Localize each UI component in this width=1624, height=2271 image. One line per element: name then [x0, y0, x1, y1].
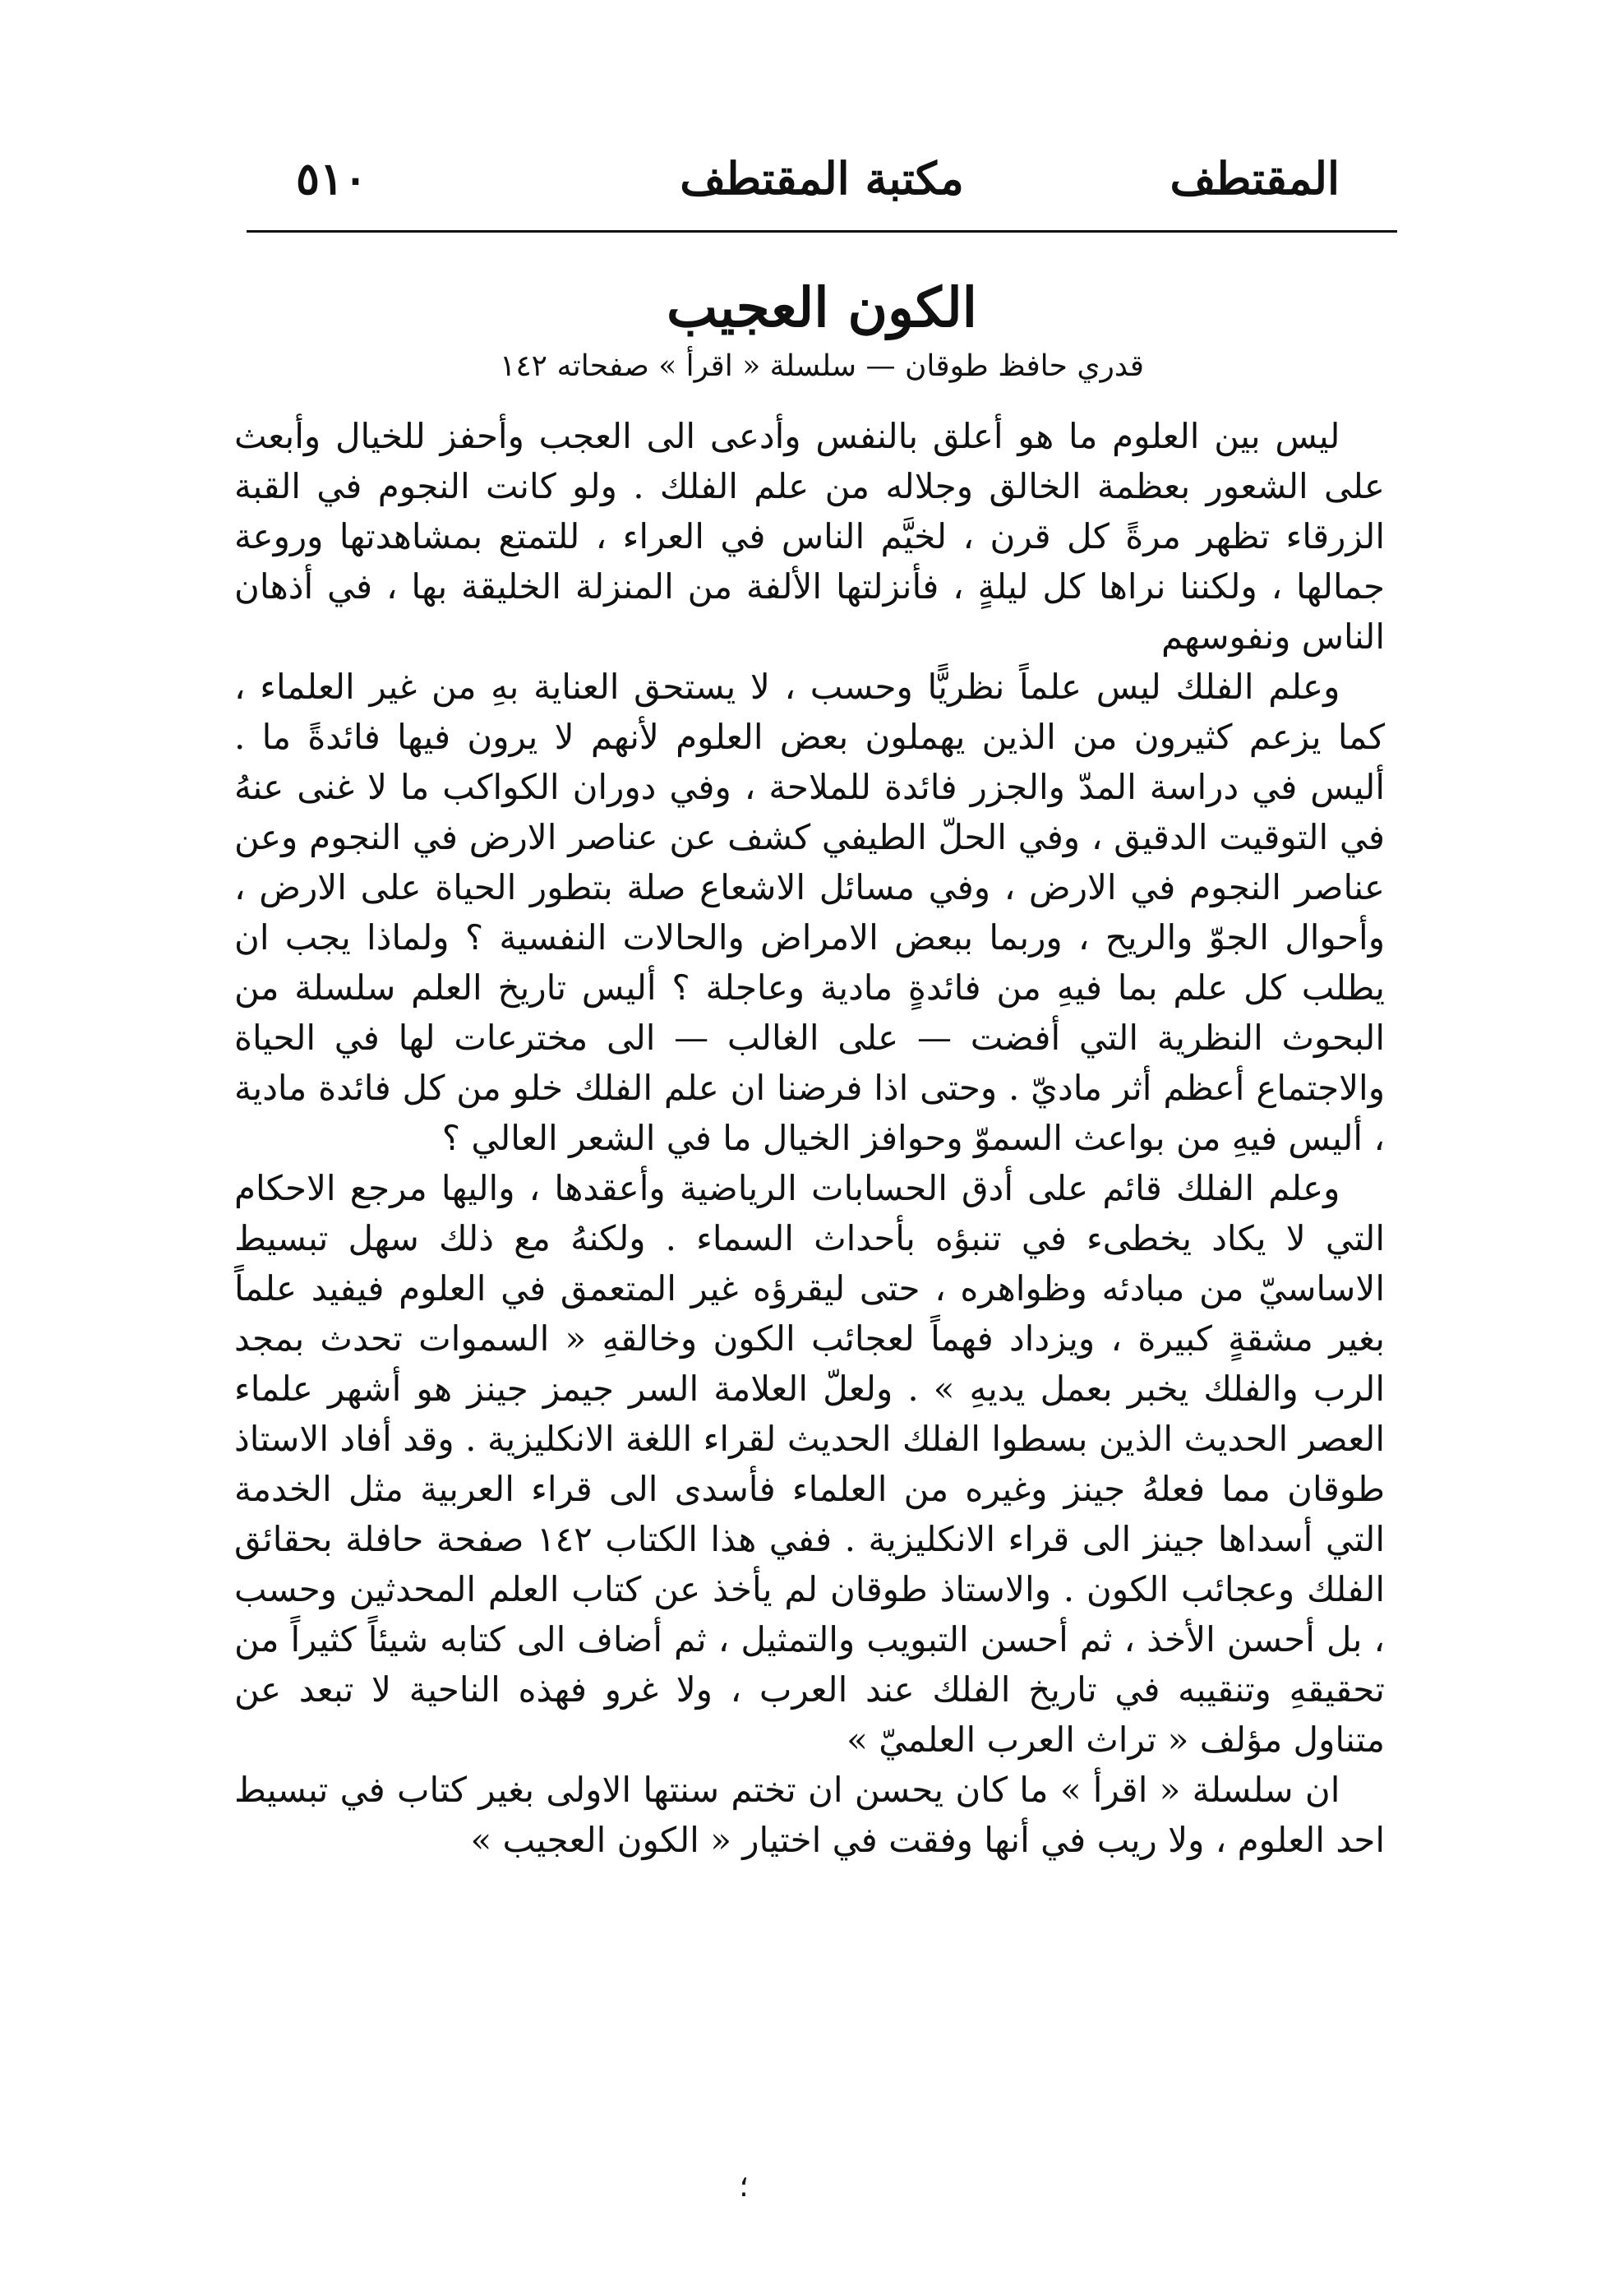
paragraph-3: وعلم الفلك قائم على أدق الحسابات الرياضية وأعقدها ، واليها مرجع الاحكام التي لا يكاد يخطىء في تنبؤه بأحداث السماء . ولكنهُ مع ذلك سهل تبسيط الاساسيّ من مبادئه وظواهره ، حتى ليقرؤه غير المتعمق في العلوم فيفيد علماً بغير مشقةٍ كبيرة ، ويزداد فهماً لعجائب الكون وخالقهِ « السموات تحدث بمجد الرب والفلك يخبر بعمل يديهِ » . ولعلّ العلامة السر جيمز جينز هو أشهر علماء العصر الحديث الذين بسطوا الفلك الحديث لقراء اللغة الانكليزية . وقد أفاد الاستاذ طوقان مما فعلهُ جينز وغيره من العلماء فأسدى الى قراء العربية مثل الخدمة التي أسداها جينز الى قراء الانكليزية . ففي هذا الكتاب ١٤٢ صفحة حافلة بحقائق الفلك وعجائب الكون . والاستاذ طوقان لم يأخذ عن كتاب العلم المحدثين وحسب ، بل أحسن الأخذ ، ثم أحسن التبويب والتمثيل ، ثم أضاف الى كتابه شيئاً كثيراً من تحقيقهِ وتنقيبه في تاريخ الفلك عند العرب ، ولا غرو فهذه الناحية لا تبعد عن متناول مؤلف « تراث العرب العلميّ » — [234, 1168, 1385, 1760]
article-title: الكون العجيب — [666, 275, 978, 339]
paragraph-4: ان سلسلة « اقرأ » ما كان يحسن ان تختم سنتها الاولى بغير كتاب في تبسيط احد العلوم ، ولا ريب في أنها وفقت في اختيار « الكون العجيب » — [234, 1770, 1385, 1860]
section-title: مكتبة المقتطف — [680, 152, 964, 205]
running-header — [247, 152, 1397, 226]
header-rule — [247, 230, 1397, 233]
article-body — [234, 411, 1385, 1865]
paragraph-1: ليس بين العلوم ما هو أعلق بالنفس وأدعى الى العجب وأحفز للخيال وأبعث على الشعور بعظمة الخالق وجلاله من علم الفلك . ولو كانت النجوم في القبة الزرقاء تظهر مرةً كل قرن ، لخيَّم الناس في العراء ، للتمتع بمشاهدتها وروعة جمالها ، ولكننا نراها كل ليلةٍ ، فأنزلتها الألفة من المنزلة الخليقة بها ، في أذهان الناس ونفوسهم — [234, 416, 1385, 657]
page-number: ٥١٠ — [296, 152, 368, 205]
footer-mark: ؛ — [739, 2170, 749, 2204]
paragraph-2: وعلم الفلك ليس علماً نظريًّا وحسب ، لا يستحق العناية بهِ من غير العلماء ، كما يزعم كثيرون من الذين يهملون بعض العلوم لأنهم لا يرون فيها فائدةً ما . أليس في دراسة المدّ والجزر فائدة للملاحة ، وفي دوران الكواكب ما لا غنى عنهُ في التوقيت الدقيق ، وفي الحلّ الطيفي كشف عن عناصر الارض في النجوم وعن عناصر النجوم في الارض ، وفي مسائل الاشعاع صلة بتطور الحياة على الارض ، وأحوال الجوّ والريح ، وربما ببعض الامراض والحالات النفسية ؟ ولماذا يجب ان يطلب كل علم بما فيهِ من فائدةٍ مادية وعاجلة ؟ أليس تاريخ العلم سلسلة من البحوث النظرية التي أفضت — على الغالب — الى مخترعات لها في الحياة والاجتماع أعظم أثر ماديّ . وحتى اذا فرضنا ان علم الفلك خلو من كل فائدة مادية ، أليس فيهِ من بواعث السموّ وحوافز الخيال ما في الشعر العالي ؟ — [234, 667, 1385, 1158]
journal-name: المقتطف — [1170, 152, 1340, 205]
article-byline: قدري حافظ طوقان — سلسلة « اقرأ » صفحاته ١٤٢ — [500, 349, 1144, 383]
